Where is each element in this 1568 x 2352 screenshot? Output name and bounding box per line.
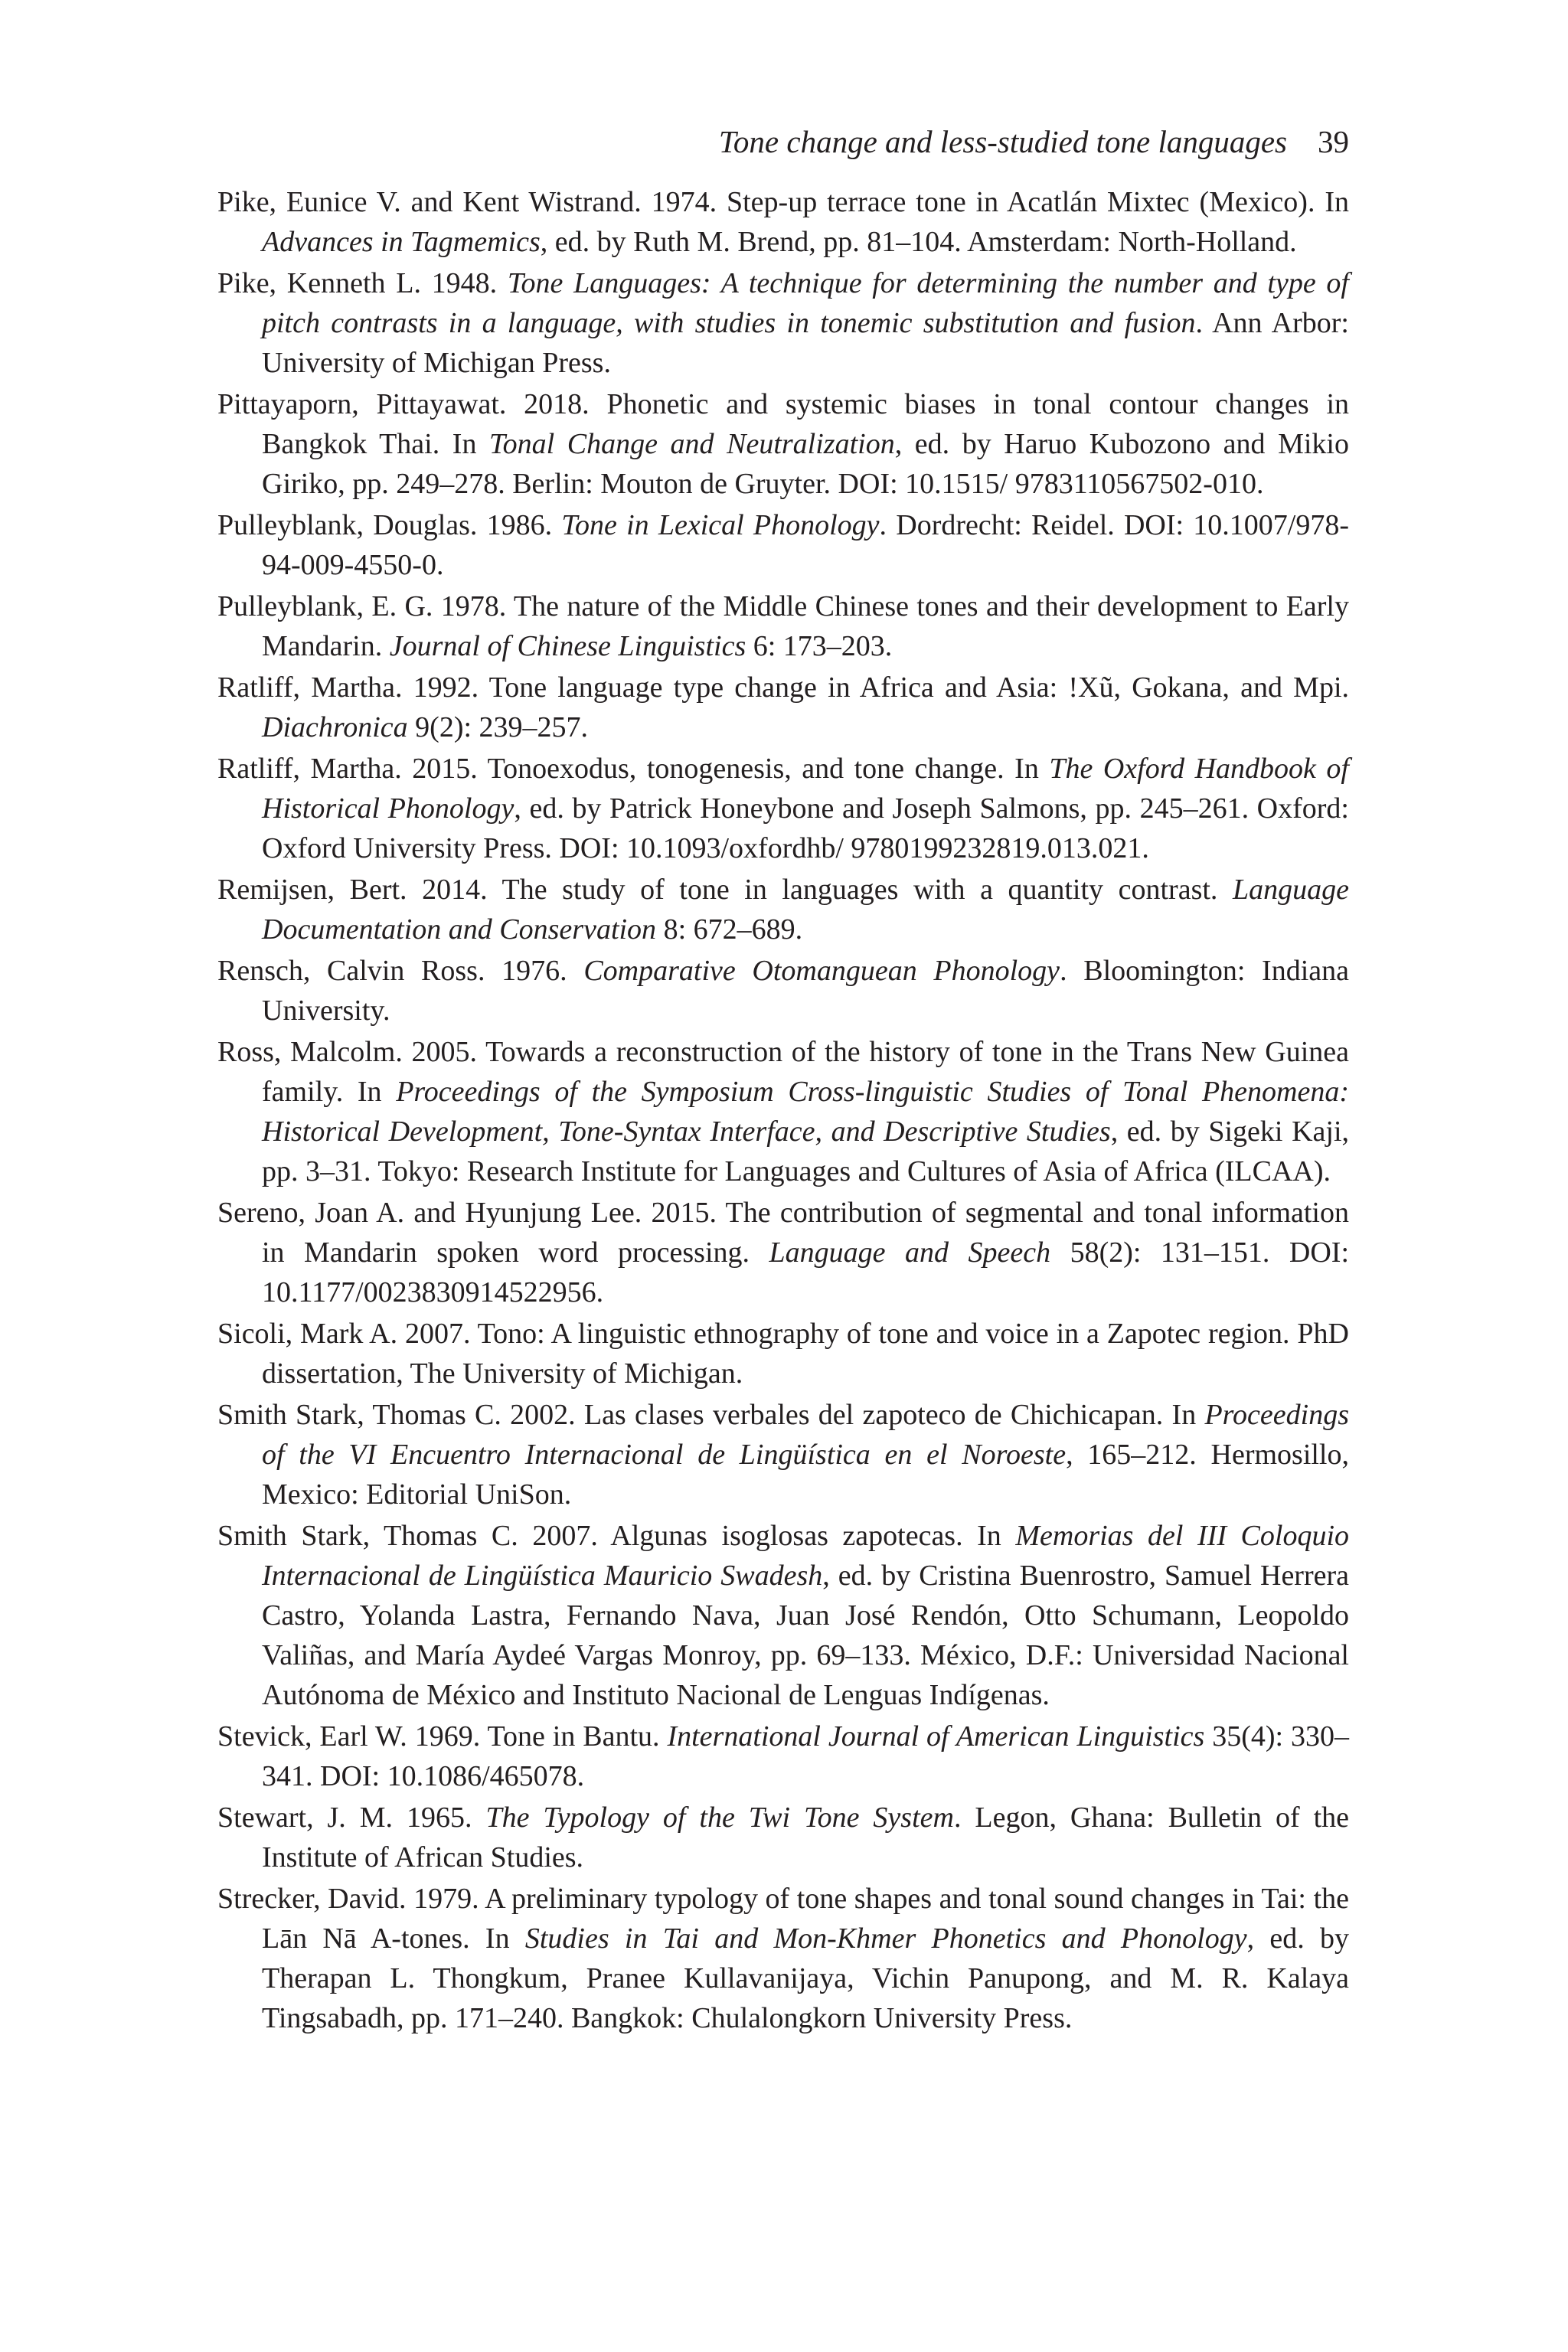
reference-entry — [217, 505, 1349, 585]
reference-text: Stevick, Earl W. 1969. Tone in Bantu. — [217, 1720, 668, 1753]
reference-text: Pike, Kenneth L. 1948. — [217, 267, 508, 299]
reference-title-italic: The Oxford Handbook of Historical Phonology — [262, 753, 1349, 825]
reference-title-italic: Studies in Tai and Mon-Khmer Phonetics and Phonology — [524, 1922, 1247, 1955]
reference-entry — [217, 668, 1349, 747]
reference-text: Pittayaporn, Pittayawat. 2018. Phonetic and systemic biases in tonal contour changes in Bangkok Thai. In — [217, 388, 1349, 460]
reference-text: Smith Stark, Thomas C. 2007. Algunas isoglosas zapotecas. In — [217, 1520, 1016, 1552]
reference-list — [217, 182, 1349, 2038]
reference-text: Smith Stark, Thomas C. 2002. Las clases verbales del zapoteco de Chichicapan. In — [217, 1399, 1205, 1431]
reference-text: , ed. by Sigeki Kaji, pp. 3–31. Tokyo: Research Institute for Languages and Cultures of Asia of Africa (ILCAA). — [262, 1116, 1349, 1187]
reference-text: Ratliff, Martha. 1992. Tone language type change in Africa and Asia: !Xũ, Gokana, and Mpi. — [217, 671, 1349, 704]
reference-text: Stewart, J. M. 1965. — [217, 1802, 486, 1834]
reference-text: Strecker, David. 1979. A preliminary typology of tone shapes and tonal sound changes in Tai: the Lān Nā A-tones. In — [217, 1883, 1349, 1955]
reference-title-italic: Tone Languages: A technique for determining the number and type of pitch contrasts in a language, with studies in tonemic substitution and fusion — [262, 267, 1349, 339]
reference-entry — [217, 586, 1349, 666]
reference-entry — [217, 1516, 1349, 1715]
reference-text: 9(2): 239–257. — [407, 711, 589, 743]
running-head-title: Tone change and less-studied tone languages — [718, 124, 1287, 159]
reference-title-italic: Tonal Change and Neutralization — [489, 428, 895, 460]
reference-text: . Dordrecht: Reidel. DOI: 10.1007/978-94-009-4550-0. — [262, 509, 1349, 581]
reference-text: Ratliff, Martha. 2015. Tonoexodus, tonogenesis, and tone change. In — [217, 753, 1050, 785]
reference-title-italic: The Typology of the Twi Tone System — [485, 1802, 954, 1834]
reference-text: 35(4): 330–341. DOI: 10.1086/465078. — [262, 1720, 1349, 1792]
reference-entry — [217, 870, 1349, 949]
reference-entry — [217, 263, 1349, 383]
reference-title-italic: International Journal of American Linguistics — [667, 1720, 1205, 1753]
reference-text: Pulleyblank, Douglas. 1986. — [217, 509, 562, 541]
reference-text: 8: 672–689. — [656, 913, 803, 946]
page-number: 39 — [1318, 124, 1349, 159]
reference-text: Rensch, Calvin Ross. 1976. — [217, 955, 584, 987]
reference-text: . Legon, Ghana: Bulletin of the Institute of African Studies. — [262, 1802, 1349, 1873]
reference-entry — [217, 384, 1349, 504]
reference-entry — [217, 951, 1349, 1031]
reference-title-italic: Comparative Otomanguean Phonology — [583, 955, 1060, 987]
reference-entry — [217, 1879, 1349, 2038]
reference-title-italic: Proceedings of the Symposium Cross-linguistic Studies of Tonal Phenomena: Historical Development, Tone-Syntax Interface, and Descriptive Studies — [262, 1076, 1349, 1148]
reference-text: , ed. by Therapan L. Thongkum, Pranee Kullavanijaya, Vichin Panupong, and M. R. Kalaya Tingsabadh, pp. 171–240. Bangkok: Chulalongkorn University Press. — [262, 1922, 1349, 2034]
reference-title-italic: Language and Speech — [769, 1236, 1051, 1269]
reference-text: 58(2): 131–151. DOI: 10.1177/0023830914522956. — [262, 1236, 1349, 1308]
reference-title-italic: Advances in Tagmemics — [262, 226, 541, 258]
reference-title-italic: Proceedings of the VI Encuentro Internacional de Lingüística en el Noroeste — [262, 1399, 1349, 1471]
reference-text: , ed. by Ruth M. Brend, pp. 81–104. Amsterdam: North-Holland. — [540, 226, 1297, 258]
reference-entry — [217, 1395, 1349, 1514]
reference-text: , ed. by Patrick Honeybone and Joseph Salmons, pp. 245–261. Oxford: Oxford University Press. DOI: 10.1093/oxfordhb/ 9780199232819.013.021. — [262, 792, 1349, 864]
reference-text: Sicoli, Mark A. 2007. Tono: A linguistic ethnography of tone and voice in a Zapotec region. PhD dissertation, The University of Michigan. — [217, 1318, 1349, 1390]
reference-text: Pike, Eunice V. and Kent Wistrand. 1974. Step-up terrace tone in Acatlán Mixtec (Mexico). In — [217, 186, 1349, 218]
reference-text: . Ann Arbor: University of Michigan Press. — [262, 307, 1349, 379]
reference-text: , 165–212. Hermosillo, Mexico: Editorial UniSon. — [262, 1439, 1349, 1511]
reference-title-italic: Diachronica — [262, 711, 408, 743]
reference-text: 6: 173–203. — [746, 630, 893, 662]
reference-entry — [217, 1314, 1349, 1393]
reference-title-italic: Language Documentation and Conservation — [262, 874, 1349, 946]
reference-title-italic: Journal of Chinese Linguistics — [389, 630, 746, 662]
running-head — [217, 115, 1349, 168]
reference-entry — [217, 182, 1349, 262]
reference-entry — [217, 1717, 1349, 1796]
reference-text: . Bloomington: Indiana University. — [262, 955, 1349, 1027]
reference-entry — [217, 1193, 1349, 1312]
reference-text: Remijsen, Bert. 2014. The study of tone in languages with a quantity contrast. — [217, 874, 1233, 906]
reference-text: , ed. by Cristina Buenrostro, Samuel Herrera Castro, Yolanda Lastra, Fernando Nava, Juan José Rendón, Otto Schumann, Leopoldo Valiñas, and María Aydeé Vargas Monroy, pp. 69–133. México, D.F.: Universidad Nacional Autónoma de México and Instituto Nacional de Lenguas Indígenas. — [262, 1560, 1350, 1711]
reference-text: Sereno, Joan A. and Hyunjung Lee. 2015. The contribution of segmental and tonal information in Mandarin spoken word processing. — [217, 1197, 1349, 1269]
reference-title-italic: Tone in Lexical Phonology — [561, 509, 880, 541]
reference-text: Ross, Malcolm. 2005. Towards a reconstruction of the history of tone in the Trans New Guinea family. In — [217, 1036, 1349, 1108]
reference-text: , ed. by Haruo Kubozono and Mikio Giriko, pp. 249–278. Berlin: Mouton de Gruyter. DOI: 10.1515/ 9783110567502-010. — [262, 428, 1349, 500]
reference-entry — [217, 749, 1349, 868]
reference-entry — [217, 1798, 1349, 1877]
reference-text: Pulleyblank, E. G. 1978. The nature of the Middle Chinese tones and their development to Early Mandarin. — [217, 590, 1349, 662]
book-page — [217, 115, 1349, 2040]
reference-entry — [217, 1032, 1349, 1191]
reference-title-italic: Memorias del III Coloquio Internacional de Lingüística Mauricio Swadesh — [262, 1520, 1349, 1592]
